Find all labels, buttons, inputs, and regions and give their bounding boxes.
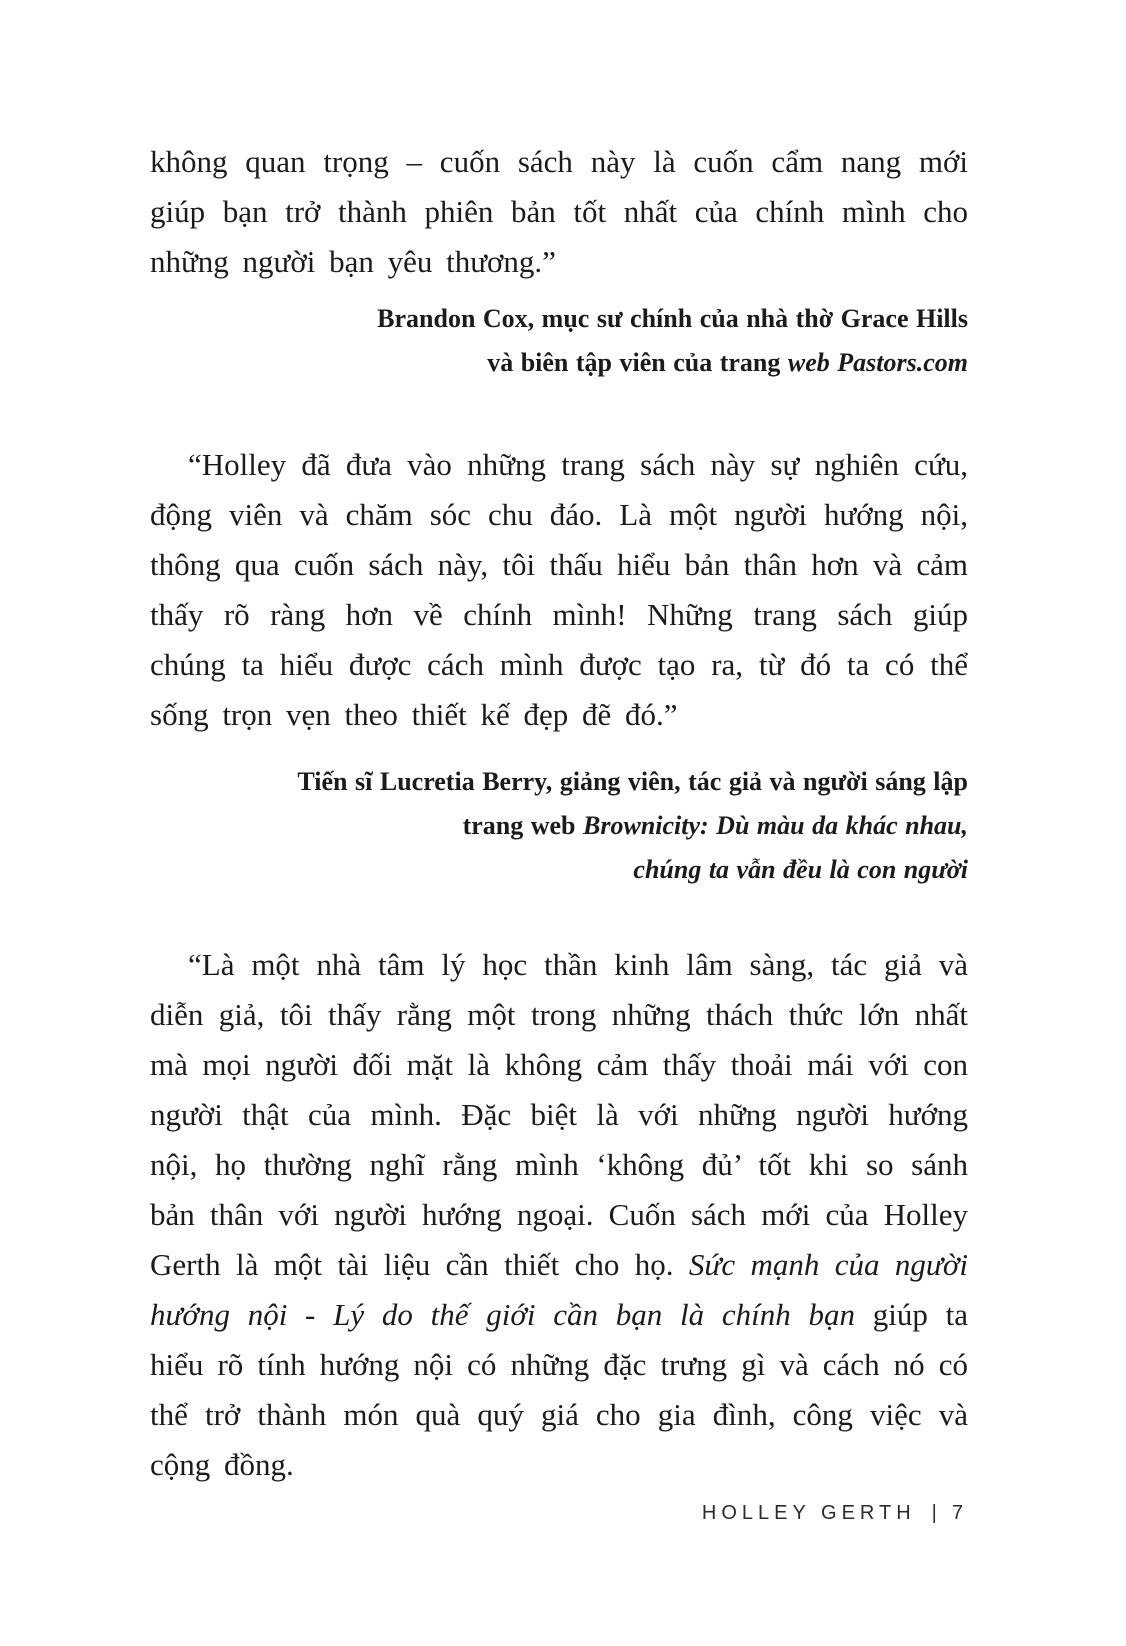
footer-page-number: 7 [951, 1502, 968, 1524]
attribution-line: Brandon Cox, mục sư chính của nhà thờ Grace Hills [377, 304, 968, 333]
running-footer [150, 1502, 968, 1525]
attribution-line [150, 804, 968, 848]
page-content [150, 137, 968, 1490]
attribution-site-name: web Pastors.com [787, 348, 968, 377]
quote-text: giúp ta hiểu rõ tính hướng nội có những đặc trưng gì và cách nó có thể trở thành món quà quý giá cho gia đình, công việc và cộng đồng. [150, 1297, 968, 1482]
attribution-brandon-cox [150, 297, 968, 385]
quote-paragraph-3 [150, 940, 968, 1490]
attribution-site-name: Brownicity: Dù màu da khác nhau, [583, 811, 968, 840]
footer-author-name: HOLLEY GERTH [701, 1502, 916, 1524]
attribution-lucretia-berry [150, 760, 968, 892]
attribution-line [150, 341, 968, 385]
footer-separator: | [931, 1502, 942, 1524]
attribution-text: và biên tập viên của trang [487, 348, 788, 377]
quote-paragraph-2: “Holley đã đưa vào những trang sách này sự nghiên cứu, động viên và chăm sóc chu đáo. Là một người hướng nội, thông qua cuốn sách này, tôi thấu hiểu bản thân hơn và cảm thấy rõ ràng hơn về chính mình! Những trang sách giúp chúng ta hiểu được cách mình được tạo ra, từ đó ta có thể sống trọn vẹn theo thiết kế đẹp đẽ đó.” [150, 447, 968, 732]
attribution-line: Tiến sĩ Lucretia Berry, giảng viên, tác giả và người sáng lập [297, 767, 968, 796]
attribution-line: chúng ta vẫn đều là con người [633, 855, 968, 884]
attribution-text: trang web [462, 811, 584, 840]
quote-text: “Là một nhà tâm lý học thần kinh lâm sàng, tác giả và diễn giả, tôi thấy rằng một trong những thách thức lớn nhất mà mọi người đối mặt là không cảm thấy thoải mái với con người thật của mình. Đặc biệt là với những người hướng nội, họ thường nghĩ rằng mình ‘không đủ’ tốt khi so sánh bản thân với người hướng ngoại. Cuốn sách mới của Holley Gerth là một tài liệu cần thiết cho họ. [150, 947, 968, 1282]
book-title: Sức mạnh của người hướng nội - Lý do thế giới cần bạn là chính bạn [150, 1247, 968, 1332]
quote-paragraph-1: không quan trọng – cuốn sách này là cuốn cẩm nang mới giúp bạn trở thành phiên bản tốt nhất của chính mình cho những người bạn yêu thương.” [150, 144, 968, 279]
